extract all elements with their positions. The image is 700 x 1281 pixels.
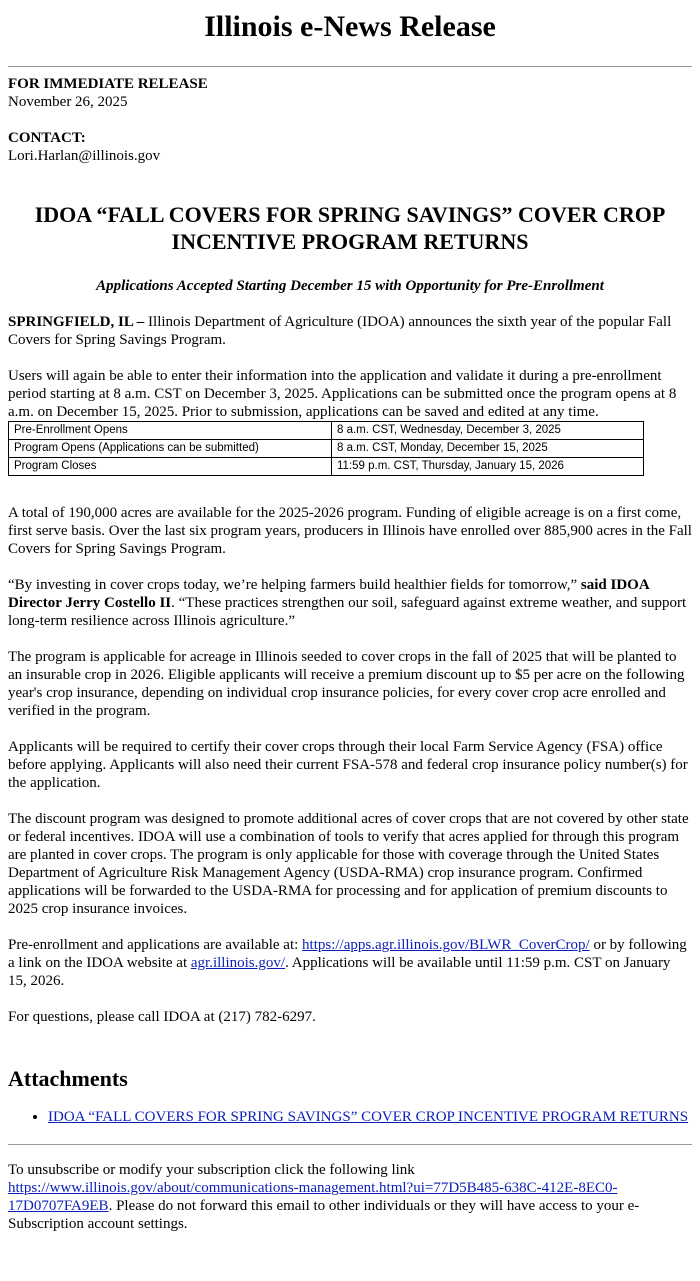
headline: IDOA “FALL COVERS FOR SPRING SAVINGS” COVER CROP INCENTIVE PROGRAM RETURNS: [34, 202, 666, 254]
schedule-time: 11:59 p.m. CST, Thursday, January 15, 2026: [332, 458, 644, 476]
availability-text-pre: Pre-enrollment and applications are available at:: [8, 937, 303, 953]
release-info: [8, 75, 692, 111]
dateline: SPRINGFIELD, IL –: [8, 314, 145, 330]
paragraph-availability: [8, 936, 692, 990]
table-row: [9, 458, 644, 476]
schedule-time: 8 a.m. CST, Monday, December 15, 2025: [332, 440, 644, 458]
quote-part-1: “By investing in cover crops today, we’re helping farmers build healthier fields for tomorrow,”: [8, 577, 581, 593]
quote-part-2: . “These practices strengthen our soil, safeguard against extreme weather, and support long-term resilience across Illinois agriculture.”: [8, 595, 687, 629]
paragraph-quote: [8, 576, 692, 630]
idoa-website-link[interactable]: agr.illinois.gov/: [190, 955, 286, 971]
paragraph-program-design: The discount program was designed to promote additional acres of cover crops that are not covered by other state or federal incentives. IDOA will use a combination of tools to verify that acres applied for through this program are planted in cover crops. The program is only applicable for those with coverage through the United States Department of Agriculture Risk Management Agency (USDA-RMA) crop insurance program. Confirmed applications will be forwarded to the USDA-RMA for processing and for application of premium discounts to 2025 crop insurance invoices.: [8, 811, 689, 917]
footer-text-post: . Please do not forward this email to other individuals or they will have access to your e-Subscription account settings.: [8, 1198, 640, 1232]
footer-text: [8, 1161, 692, 1233]
attachment-link[interactable]: IDOA “FALL COVERS FOR SPRING SAVINGS” COVER CROP INCENTIVE PROGRAM RETURNS: [48, 1109, 689, 1125]
intro-text: Illinois Department of Agriculture (IDOA) announces the sixth year of the popular Fall Covers for Spring Savings Program.: [8, 314, 672, 348]
footer-text-pre: To unsubscribe or modify your subscription click the following link: [8, 1162, 415, 1178]
quote-attribution: said IDOA Director Jerry Costello II: [8, 577, 649, 611]
paragraph-questions: For questions, please call IDOA at (217) 782-6297.: [8, 1009, 316, 1025]
contact-info: [8, 129, 692, 165]
schedule-table: [8, 421, 644, 476]
schedule-time: 8 a.m. CST, Wednesday, December 3, 2025: [332, 422, 644, 440]
schedule-event: Program Closes: [9, 458, 332, 476]
paragraph-intro: [8, 313, 692, 349]
paragraph-preenrollment: Users will again be able to enter their information into the application and validate it during a pre-enrollment period starting at 8 a.m. CST on December 3, 2025. Applications can be submitted once the program opens at 8 a.m. on December 15, 2025. Prior to submission, applications can be saved and edited at any time.: [8, 368, 677, 420]
availability-text-mid: or by following a link on the IDOA website at: [8, 937, 687, 971]
paragraph-eligibility: The program is applicable for acreage in Illinois seeded to cover crops in the fall of 2025 that will be planted to an insurable crop in 2026. Eligible applicants will receive a premium discount up to $5 per acre on the following year's crop insurance, depending on individual crop insurance policies, for every cover crop acre enrolled and verified in the program.: [8, 649, 685, 719]
application-link[interactable]: https://apps.agr.illinois.gov/BLWR_CoverCrop/: [302, 937, 590, 953]
contact-email: Lori.Harlan@illinois.gov: [8, 148, 161, 164]
schedule-event: Pre-Enrollment Opens: [9, 422, 332, 440]
attachments-list: [8, 1108, 692, 1126]
table-row: [9, 440, 644, 458]
table-row: [9, 422, 644, 440]
footer-divider: [8, 1144, 692, 1145]
top-divider: [8, 66, 692, 67]
paragraph-certification: Applicants will be required to certify their cover crops through their local Farm Service Agency (FSA) office before applying. Applicants will also need their current FSA-578 and federal crop insurance policy number(s) for the application.: [8, 739, 688, 791]
attachments-heading: Attachments: [8, 1066, 128, 1091]
banner-title: Illinois e-News Release: [204, 10, 496, 43]
release-date: November 26, 2025: [8, 94, 128, 110]
paragraph-acreage: A total of 190,000 acres are available for the 2025-2026 program. Funding of eligible acreage is on a first come, first serve basis. Over the last six program years, producers in Illinois have enrolled over 885,900 acres in the Fall Covers for Spring Savings Program.: [8, 505, 692, 557]
release-label: FOR IMMEDIATE RELEASE: [8, 76, 208, 92]
schedule-event: Program Opens (Applications can be submitted): [9, 440, 332, 458]
subheadline: Applications Accepted Starting December 15 with Opportunity for Pre-Enrollment: [96, 278, 604, 294]
list-item: [48, 1108, 692, 1126]
availability-text-post: . Applications will be available until 11:59 p.m. CST on January 15, 2026.: [8, 955, 671, 989]
contact-label: CONTACT:: [8, 130, 86, 146]
unsubscribe-link[interactable]: https://www.illinois.gov/about/communications-management.html?ui=77D5B485-638C-412E-8EC0-17D0707FA9EB: [8, 1180, 618, 1214]
